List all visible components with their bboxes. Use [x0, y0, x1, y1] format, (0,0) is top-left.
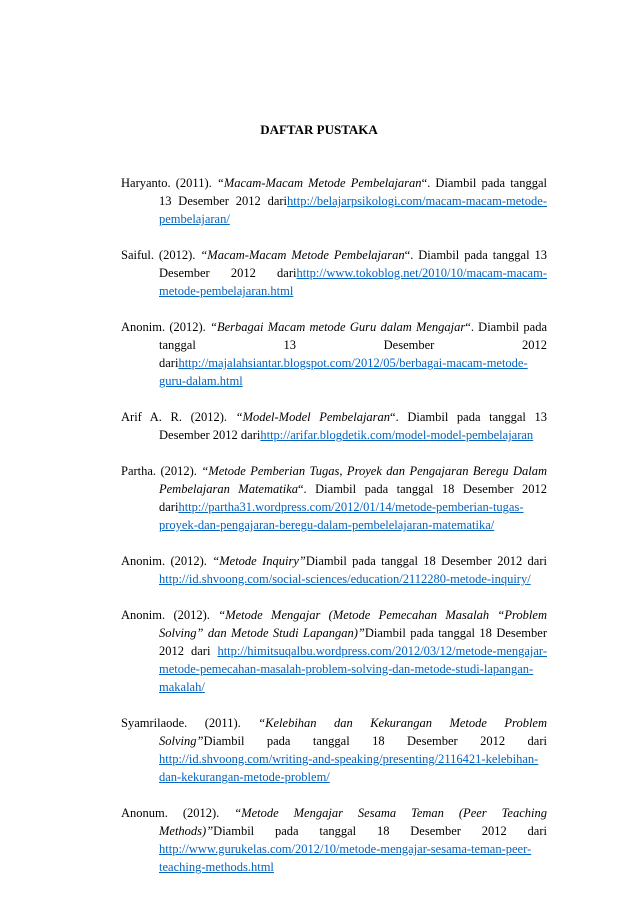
reference-entry [121, 552, 547, 588]
reference-note: Diambil pada tanggal 18 Desember 2012 dari [213, 824, 547, 838]
reference-title: “Model-Model Pembelajaran [235, 410, 391, 424]
reference-link[interactable]: http://majalahsiantar.blogspot.com/2012/05/berbagai-macam-metode-guru-dalam.html [159, 356, 528, 388]
reference-author: Syamrilaode. (2011). [121, 716, 259, 730]
reference-author: Haryanto. (2011). [121, 176, 217, 190]
reference-link[interactable]: http://www.gurukelas.com/2012/10/metode-mengajar-sesama-teman-peer-teaching-methods.html [159, 842, 532, 874]
reference-note: “. Diambil pada tanggal 13 Desember 2012 dari [159, 410, 547, 442]
reference-note: Diambil pada tanggal 18 Desember 2012 dari [305, 554, 547, 568]
reference-entry [121, 804, 547, 876]
reference-note: Diambil pada tanggal 18 Desember 2012 dari [159, 626, 547, 658]
reference-link[interactable]: http://www.tokoblog.net/2010/10/macam-macam-metode-pembelajaran.html [159, 266, 547, 298]
page-title: DAFTAR PUSTAKA [260, 122, 378, 137]
reference-link[interactable]: http://partha31.wordpress.com/2012/01/14/metode-pemberian-tugas-proyek-dan-pengajaran-beregu-dalam-pembelelajaran-matematika/ [159, 500, 524, 532]
reference-author: Anonim. (2012). [121, 554, 213, 568]
reference-link[interactable]: http://id.shvoong.com/social-sciences/education/2112280-metode-inquiry/ [159, 572, 531, 586]
reference-title: “Macam-Macam Metode Pembelajaran [216, 176, 422, 190]
reference-link[interactable]: http://belajarpsikologi.com/macam-macam-metode-pembelajaran/ [159, 194, 547, 226]
reference-author: Arif A. R. (2012). [121, 410, 236, 424]
reference-entry [121, 318, 547, 390]
reference-link[interactable]: http://id.shvoong.com/writing-and-speaking/presenting/2116421-kelebihan-dan-kekurangan-metode-problem/ [159, 752, 539, 784]
reference-note: Diambil pada tanggal 18 Desember 2012 dari [203, 734, 547, 748]
reference-list [121, 174, 547, 894]
reference-title: “Kelebihan dan Kekurangan Metode Problem Solving” [159, 716, 547, 748]
reference-entry [121, 606, 547, 696]
reference-title: “Berbagai Macam metode Guru dalam Mengajar [210, 320, 466, 334]
reference-author: Anonim. (2012). [121, 320, 211, 334]
reference-entry [121, 462, 547, 534]
reference-entry [121, 408, 547, 444]
reference-entry [121, 246, 547, 300]
reference-title: “Macam-Macam Metode Pembelajaran [200, 248, 405, 262]
reference-title: “Metode Inquiry” [212, 554, 306, 568]
reference-entry [121, 714, 547, 786]
reference-note: “. Diambil pada tanggal 13 Desember 2012 dari [159, 320, 547, 370]
reference-link[interactable]: http://arifar.blogdetik.com/model-model-pembelajaran [260, 428, 534, 442]
reference-entry [121, 174, 547, 228]
reference-title: “Metode Mengajar Sesama Teman (Peer Teaching Methods)” [159, 806, 547, 838]
reference-link[interactable]: http://himitsuqalbu.wordpress.com/2012/03/12/metode-mengajar-metode-pemecahan-masalah-problem-solving-dan-metode-studi-lapangan-makalah/ [159, 644, 547, 694]
reference-note: “. Diambil pada tanggal 13 Desember 2012 dari [159, 176, 547, 208]
reference-title: “Metode Mengajar (Metode Pemecahan Masalah “Problem Solving” dan Metode Studi Lapangan)” [159, 608, 547, 640]
reference-title: “Metode Pemberian Tugas, Proyek dan Pengajaran Beregu Dalam Pembelajaran Matematika [159, 464, 547, 496]
reference-author: Anonum. (2012). [121, 806, 235, 820]
reference-author: Saiful. (2012). [121, 248, 201, 262]
reference-author: Anonim. (2012). [121, 608, 219, 622]
reference-note: “. Diambil pada tanggal 13 Desember 2012 dari [159, 248, 547, 280]
reference-note: “. Diambil pada tanggal 18 Desember 2012 dari [159, 482, 547, 514]
reference-author: Partha. (2012). [121, 464, 202, 478]
